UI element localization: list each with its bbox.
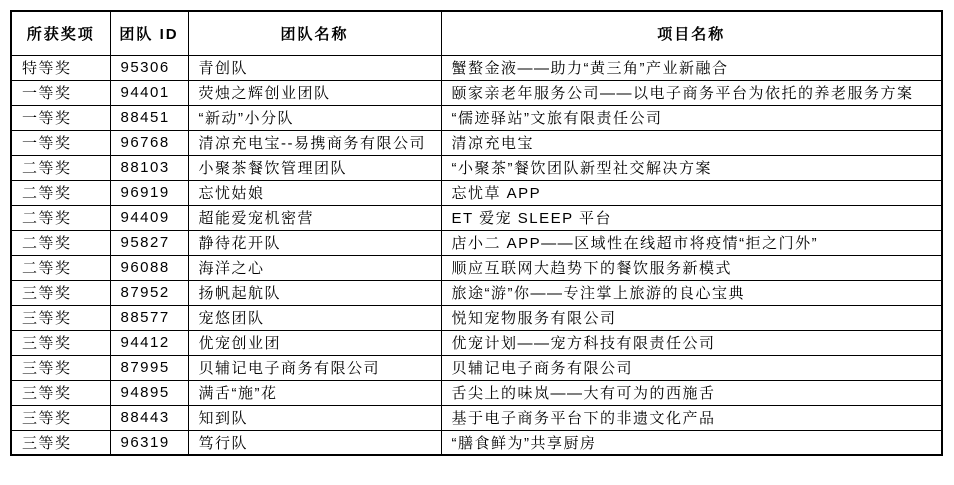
table-row <box>11 305 942 330</box>
cell-team-id: 88451 <box>110 105 188 130</box>
cell-team-name: 海洋之心 <box>188 255 441 280</box>
cell-award: 特等奖 <box>11 55 110 80</box>
cell-team-id: 87995 <box>110 355 188 380</box>
cell-award: 三等奖 <box>11 280 110 305</box>
header-project-name: 项目名称 <box>441 11 942 55</box>
table-row <box>11 330 942 355</box>
cell-team-id: 88103 <box>110 155 188 180</box>
cell-team-id: 96319 <box>110 430 188 455</box>
cell-project-name: 清凉充电宝 <box>441 130 942 155</box>
cell-award: 一等奖 <box>11 105 110 130</box>
header-team-name: 团队名称 <box>188 11 441 55</box>
cell-team-name: 扬帆起航队 <box>188 280 441 305</box>
cell-project-name: 优宠计划——宠方科技有限责任公司 <box>441 330 942 355</box>
cell-team-name: 知到队 <box>188 405 441 430</box>
header-team-id: 团队 ID <box>110 11 188 55</box>
table-row <box>11 230 942 255</box>
cell-team-id: 94412 <box>110 330 188 355</box>
cell-award: 三等奖 <box>11 405 110 430</box>
cell-team-name: 笃行队 <box>188 430 441 455</box>
cell-team-name: 小聚茶餐饮管理团队 <box>188 155 441 180</box>
cell-award: 三等奖 <box>11 430 110 455</box>
cell-project-name: 蟹螯金液——助力“黄三角”产业新融合 <box>441 55 942 80</box>
cell-team-id: 94895 <box>110 380 188 405</box>
cell-team-id: 95306 <box>110 55 188 80</box>
table-row <box>11 105 942 130</box>
cell-award: 三等奖 <box>11 330 110 355</box>
cell-team-id: 96088 <box>110 255 188 280</box>
cell-award: 二等奖 <box>11 155 110 180</box>
table-body <box>11 55 942 455</box>
table-row <box>11 355 942 380</box>
cell-team-id: 88577 <box>110 305 188 330</box>
table-row <box>11 430 942 455</box>
cell-award: 二等奖 <box>11 255 110 280</box>
cell-team-id: 96919 <box>110 180 188 205</box>
cell-award: 一等奖 <box>11 130 110 155</box>
cell-project-name: 颐家亲老年服务公司——以电子商务平台为依托的养老服务方案 <box>441 80 942 105</box>
cell-team-id: 96768 <box>110 130 188 155</box>
cell-award: 一等奖 <box>11 80 110 105</box>
cell-project-name: 基于电子商务平台下的非遗文化产品 <box>441 405 942 430</box>
table-row <box>11 280 942 305</box>
cell-award: 二等奖 <box>11 180 110 205</box>
cell-project-name: 贝辅记电子商务有限公司 <box>441 355 942 380</box>
cell-award: 三等奖 <box>11 380 110 405</box>
cell-project-name: 忘忧草 APP <box>441 180 942 205</box>
cell-project-name: 店小二 APP——区域性在线超市将疫情“拒之门外” <box>441 230 942 255</box>
table-row <box>11 130 942 155</box>
cell-project-name: “小聚茶”餐饮团队新型社交解决方案 <box>441 155 942 180</box>
cell-team-name: 优宠创业团 <box>188 330 441 355</box>
table-row <box>11 405 942 430</box>
cell-team-name: 贝辅记电子商务有限公司 <box>188 355 441 380</box>
cell-project-name: 舌尖上的味岚——大有可为的西施舌 <box>441 380 942 405</box>
cell-team-id: 95827 <box>110 230 188 255</box>
table-row <box>11 380 942 405</box>
cell-team-name: 清凉充电宝--易携商务有限公司 <box>188 130 441 155</box>
cell-project-name: “儒迹驿站”文旅有限责任公司 <box>441 105 942 130</box>
table-row <box>11 180 942 205</box>
cell-team-name: 宠悠团队 <box>188 305 441 330</box>
cell-team-name: 静待花开队 <box>188 230 441 255</box>
cell-award: 三等奖 <box>11 305 110 330</box>
table-row <box>11 255 942 280</box>
cell-project-name: 旅途“游”你——专注掌上旅游的良心宝典 <box>441 280 942 305</box>
awards-table <box>10 10 943 456</box>
cell-team-id: 87952 <box>110 280 188 305</box>
header-award: 所获奖项 <box>11 11 110 55</box>
table-row <box>11 205 942 230</box>
cell-team-name: 超能爱宠机密营 <box>188 205 441 230</box>
table-row <box>11 80 942 105</box>
cell-project-name: ET 爱宠 SLEEP 平台 <box>441 205 942 230</box>
cell-team-name: 荧烛之辉创业团队 <box>188 80 441 105</box>
cell-team-name: 满舌“施”花 <box>188 380 441 405</box>
table-row <box>11 55 942 80</box>
cell-team-id: 88443 <box>110 405 188 430</box>
cell-award: 三等奖 <box>11 355 110 380</box>
cell-project-name: 顺应互联网大趋势下的餐饮服务新模式 <box>441 255 942 280</box>
header-row <box>11 11 942 55</box>
cell-team-name: 青创队 <box>188 55 441 80</box>
cell-award: 二等奖 <box>11 230 110 255</box>
cell-team-id: 94401 <box>110 80 188 105</box>
cell-team-name: 忘忧姑娘 <box>188 180 441 205</box>
cell-project-name: “膳食鲜为”共享厨房 <box>441 430 942 455</box>
cell-team-id: 94409 <box>110 205 188 230</box>
cell-team-name: “新动”小分队 <box>188 105 441 130</box>
cell-award: 二等奖 <box>11 205 110 230</box>
cell-project-name: 悦知宠物服务有限公司 <box>441 305 942 330</box>
table-row <box>11 155 942 180</box>
